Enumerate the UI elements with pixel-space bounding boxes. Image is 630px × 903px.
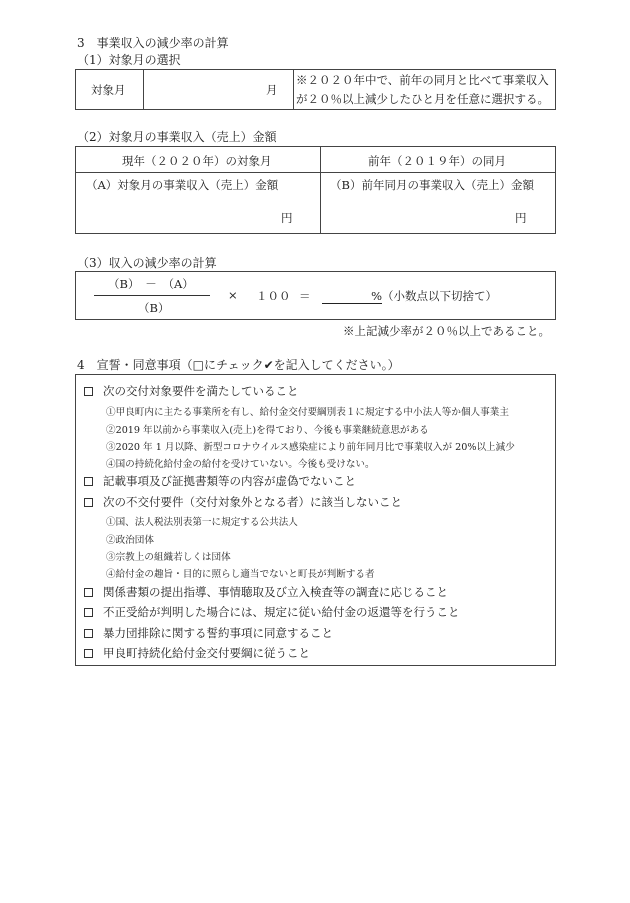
target-month-note-2: が２０％以上減少したひと月を任意に選択する。	[296, 92, 549, 106]
item3-sub-3: ③宗教上の組織若しくは団体	[106, 552, 231, 563]
checkbox-5[interactable]	[84, 608, 93, 617]
revenue-head-previous: 前年（２０１９年）の同月	[368, 154, 506, 168]
revenue-cell-b-label: （B）前年同月の事業収入（売上）金額	[330, 178, 534, 192]
yen-a: 円	[281, 211, 293, 225]
revenue-head-current: 現年（２０２０年）の対象月	[122, 154, 272, 168]
checkbox-2[interactable]	[84, 477, 93, 486]
rate-calc-box	[75, 271, 556, 320]
item-6-text: 暴力団排除に関する誓約事項に同意すること	[103, 626, 333, 640]
declaration-item-6	[84, 625, 333, 641]
section3-title: 3 事業収入の減少率の計算	[77, 36, 229, 50]
target-month-note-1: ※２０２０年中で、前年の同月と比べて事業収入	[296, 73, 549, 87]
sub2-title: （2）対象月の事業収入（売上）金額	[77, 130, 277, 144]
fraction-line	[94, 295, 210, 296]
truncate-note: （小数点以下切捨て）	[382, 289, 497, 303]
item1-sub-3: ③2020 年 1 月以降、新型コロナウイルス感染症により前年同月比で事業収入が 20%以上減少	[106, 442, 515, 453]
item-1-text: 次の交付対象要件を満たしていること	[103, 384, 299, 398]
declaration-item-2	[84, 473, 356, 489]
item-3-text: 次の不交付要件（交付対象外となる者）に該当しないこと	[103, 495, 402, 509]
target-month-table	[75, 69, 556, 110]
checkbox-6[interactable]	[84, 629, 93, 638]
month-unit: 月	[266, 83, 278, 97]
declaration-item-1	[84, 383, 299, 399]
formula-numerator: （B） － （A）	[108, 277, 194, 291]
item-2-text: 記載事項及び証拠書類等の内容が虚偽でないこと	[103, 474, 356, 488]
percent-sign: %	[371, 289, 382, 303]
yen-b: 円	[515, 211, 527, 225]
formula-times: ×	[228, 288, 238, 302]
formula-equals: ＝	[299, 289, 311, 303]
target-month-label: 対象月	[91, 83, 126, 97]
rate-requirement-note: ※上記減少率が２０％以上であること。	[343, 324, 550, 338]
item3-sub-2: ②政治団体	[106, 535, 154, 546]
declaration-item-7	[84, 645, 310, 661]
rate-result[interactable]	[322, 288, 497, 304]
formula-hundred: １００	[256, 289, 291, 303]
item1-sub-1: ①甲良町内に主たる事業所を有し、給付金交付要綱別表１に規定する中小法人等か個人事業主	[106, 407, 509, 418]
formula-denominator: （B）	[138, 301, 170, 315]
item3-sub-1: ①国、法人税法別表第一に規定する公共法人	[106, 517, 298, 528]
item1-sub-4: ④国の持続化給付金の給付を受けていない。今後も受けない。	[106, 459, 375, 470]
rate-input-line[interactable]	[322, 289, 382, 304]
section4-title: 4 宣誓・同意事項（□にチェック✔を記入してください。）	[77, 358, 400, 372]
revenue-cell-a-label: （A）対象月の事業収入（売上）金額	[86, 178, 279, 192]
item-7-text: 甲良町持続化給付金交付要綱に従うこと	[103, 646, 310, 660]
item-5-text: 不正受給が判明した場合には、規定に従い給付金の返還等を行うこと	[103, 605, 460, 619]
sub1-title: （1）対象月の選択	[77, 53, 181, 67]
checkbox-1[interactable]	[84, 387, 93, 396]
item-4-text: 関係書類の提出指導、事情聴取及び立入検査等の調査に応じること	[103, 585, 448, 599]
item1-sub-2: ②2019 年以前から事業収入(売上)を得ており、今後も事業継続意思がある	[106, 425, 429, 436]
declaration-box	[75, 374, 556, 666]
checkbox-3[interactable]	[84, 498, 93, 507]
revenue-table	[75, 146, 556, 234]
declaration-item-4	[84, 584, 448, 600]
sub3-title: （3）収入の減少率の計算	[77, 256, 217, 270]
checkbox-7[interactable]	[84, 649, 93, 658]
declaration-item-3	[84, 494, 402, 510]
declaration-item-5	[84, 604, 460, 620]
checkbox-4[interactable]	[84, 588, 93, 597]
item3-sub-4: ④給付金の趣旨・目的に照らし適当でないと町長が判断する者	[106, 569, 375, 580]
